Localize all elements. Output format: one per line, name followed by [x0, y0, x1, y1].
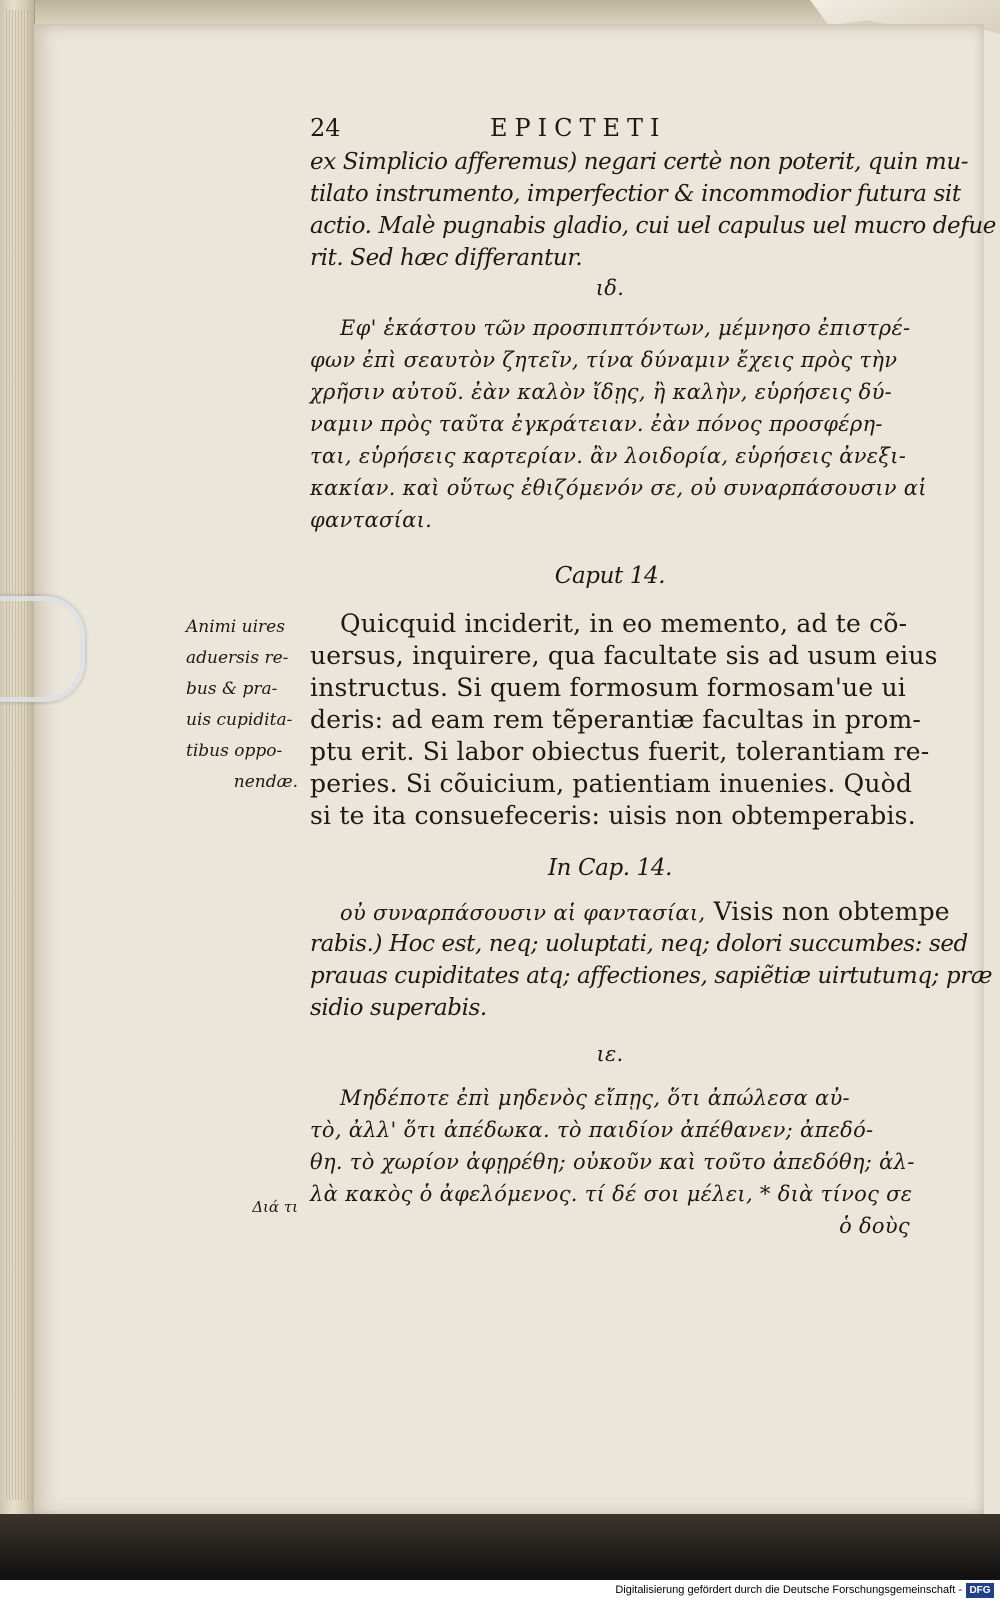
greek-paragraph-2: [310, 1082, 915, 1242]
text-line: τὸ, ἀλλ' ὅτι ἀπέδωκα. τὸ παιδίον ἀπέθανεν; ἀπεδό-: [310, 1118, 874, 1142]
page-title: EPICTETI: [490, 114, 667, 142]
digitization-footer: [0, 1580, 1000, 1602]
text-line: rabis.) Hoc est, neq; uoluptati, neq; dolori succumbes: sed: [310, 931, 968, 957]
catchword: ὁ δοὺς: [839, 1214, 910, 1238]
dfg-logo: DFG: [966, 1583, 994, 1598]
greek-paragraph-1: [310, 312, 927, 536]
margin-note-line: bus & pra-: [186, 679, 278, 699]
text-line: φαντασίαι.: [310, 508, 433, 532]
commentary-paragraph: [310, 896, 993, 1024]
text-line: tilato instrumento, imperfectior & incommodior futura sit: [310, 181, 961, 207]
text-line: ναμιν πρὸς ταῦτα ἐγκράτειαν. ἐὰν πόνος προσφέρη-: [310, 412, 883, 436]
text-line: [310, 896, 950, 928]
latin-paragraph-2: [310, 608, 938, 832]
chapter-heading: Caput 14.: [554, 563, 666, 589]
page-number: 24: [310, 114, 341, 142]
margin-note-line: tibus oppo-: [186, 741, 283, 761]
text-line: ex Simplicio afferemus) negari certè non poterit, quin mu-: [310, 149, 969, 175]
text-line: actio. Malè pugnabis gladio, cui uel capulus uel mucro defue: [310, 213, 997, 239]
page-leaves: [4, 10, 28, 1500]
text-line: rit. Sed hæc differantur.: [310, 245, 583, 271]
text-line: ptu erit. Si labor obiectus fuerit, tolerantiam re-: [310, 737, 930, 766]
margin-note-line: nendæ.: [233, 772, 298, 792]
text-line: si te ita consuefeceris: uisis non obtemperabis.: [310, 801, 916, 830]
text-line: Εφ' ἑκάστου τῶν προσπιπτόντων, μέμνησο ἐπιστρέ-: [340, 316, 911, 340]
margin-note-line: Animi uires: [186, 617, 285, 637]
section-number: ιε.: [596, 1042, 624, 1066]
text-line: λὰ κακὸς ὁ ἀφελόμενος. τί δέ σοι μέλει, * διὰ τίνος σε: [310, 1182, 913, 1206]
commentary-heading: In Cap. 14.: [547, 855, 673, 881]
margin-note-2: [186, 1192, 298, 1223]
scan-bottom-shadow: [0, 1514, 1000, 1580]
text-line: Quicquid inciderit, in eo memento, ad te cõ-: [340, 609, 908, 638]
text-line: peries. Si cõuicium, patientiam inuenies. Quòd: [310, 769, 913, 798]
section-heading-13: [310, 272, 910, 304]
text-line: φων ἐπὶ σεαυτὸν ζητεῖν, τίνα δύναμιν ἔχεις πρὸς τὴν: [310, 348, 898, 372]
text-line: instructus. Si quem formosum formosam'ue ui: [310, 673, 906, 702]
text-line: Μηδέποτε ἐπὶ μηδενὸς εἴπῃς, ὅτι ἀπώλεσα αὐ-: [340, 1086, 850, 1110]
margin-note: [186, 612, 298, 798]
page-clip: [0, 596, 85, 702]
margin-note-line: aduersis re-: [186, 648, 289, 668]
text-line: prauas cupiditates atq; affectiones, sapiẽtiæ uirtutumq; præ: [310, 963, 993, 989]
running-head: [310, 114, 910, 144]
text-line: uersus, inquirere, qua facultate sis ad usum eius: [310, 641, 938, 670]
footer-credit: Digitalisierung gefördert durch die Deutsche Forschungsgemeinschaft -: [615, 1584, 962, 1596]
margin-note-line: Διά τι: [252, 1198, 298, 1216]
text-line: θη. τὸ χωρίον ἀφῃρέθη; οὐκοῦν καὶ τοῦτο ἀπεδόθη; ἀλ-: [310, 1150, 915, 1174]
book-fore-edge: [0, 0, 35, 1520]
text-line: κακίαν. καὶ οὕτως ἐθιζόμενόν σε, οὐ συναρπάσουσιν αἱ: [310, 476, 927, 500]
text-line: χρῆσιν αὐτοῦ. ἐὰν καλὸν ἴδῃς, ἢ καλὴν, εὑρήσεις δύ-: [310, 380, 893, 404]
lemma-translation: Visis non obtempe: [705, 897, 950, 926]
greek-lemma: οὐ συναρπάσουσιν αἱ φαντασίαι,: [340, 901, 706, 925]
text-line: ται, εὑρήσεις καρτερίαν. ἂν λοιδορία, εὑρήσεις ἀνεξι-: [310, 444, 907, 468]
caput-heading: [310, 560, 910, 592]
text-line: deris: ad eam rem tẽperantiæ facultas in prom-: [310, 705, 922, 734]
section-heading-15: [310, 1038, 910, 1070]
in-cap-heading: [310, 852, 910, 884]
section-number: ιδ.: [595, 276, 625, 300]
latin-paragraph-1: [310, 146, 997, 274]
text-line: sidio superabis.: [310, 995, 487, 1021]
margin-note-line: uis cupidita-: [186, 710, 293, 730]
